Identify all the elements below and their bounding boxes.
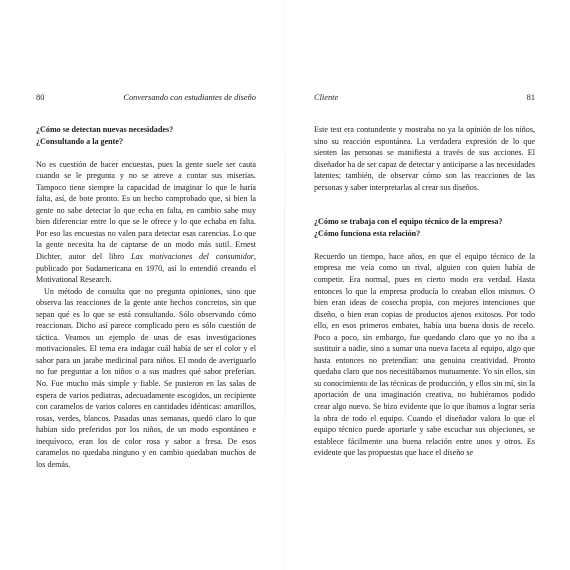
section-heading xyxy=(314,216,535,239)
left-page-header xyxy=(36,92,256,104)
right-page-header xyxy=(314,92,535,104)
section-heading-line: ¿Consultando a la gente? xyxy=(36,136,124,146)
paragraph-text: , publicado por Sudamericana en 1970, así lo entendió creando el Motivational Research. xyxy=(36,252,256,285)
running-title: Cliente xyxy=(314,93,339,102)
paragraph: Recuerdo un tiempo, hace años, en que el equipo técnico de la empresa me veía como un rival, alguien con quien había de competir. Era normal, pues en cierto modo era verdad. Hasta entonces lo que la empresa producía lo creaban ellos mismos. O bien eran ideas de cosecha propia, con mejores intenciones que diseño, o bien eran copias de productos ajenos exitosos. Por todo ello, en esos primeros embates, había una buena dosis de recelo. Poco a poco, sin embargo, fue quedando claro que yo no iba a sustituir a nadie, sino a sumar una nueva faceta al equipo, algo que hasta entonces no pretendían: una genuina creatividad. Pronto quedaba claro que nos necesitábamos mutuamente. Yo sin ellos, sin su conocimiento de las técnicas de producción, y ellos sin mí, sin la aportación de una imaginación creativa, no hubiéramos podido crear algo nuevo. Se hizo evidente que lo que íbamos a lograr sería la obra de todo el equipo. Cuando el diseñador valora lo que el equipo técnico puede aportarle y sabe escuchar sus objeciones, se establece fácilmente una buena relación entre unos y otros. Es evidente que las propuestas que hace el diseño se xyxy=(314,251,535,458)
paragraph-text: No es cuestión de hacer encuestas, pues la gente suele ser cauta cuando se le pregunta y no se atreve a contar sus miserias. Tampoco tiene siempre la capacidad de imaginar lo que le haría falta, así, de bote pronto. Es un hecho comprobado que, si bien la gente no sabe detectar lo que echa en falta, en cambio sabe muy bien diferenciar entre lo que se le ofrece y lo que echaba en falta. Por eso las encuestas no valen para detectar esas carencias. Lo que la gente necesita ha de captarse de un modo más sutil. Ernest Dichter, autor del libro xyxy=(36,159,256,262)
paragraph: Este test era contundente y mostraba no ya la opinión de los niños, sino su reacción espontánea. La verdadera expresión de lo que sienten las personas se manifiesta a través de sus acciones. El diseñador ha de ser capaz de detectar y anticiparse a las necesidades latentes; también, de observar cómo son las reacciones de las personas y saber interpretarlas al crear sus diseños. xyxy=(314,125,535,192)
book-title: Las motivaciones del consumidor xyxy=(131,252,254,262)
running-title: Conversando con estudiantes de diseño xyxy=(123,93,256,102)
section-heading-line: ¿Cómo funciona esta relación? xyxy=(314,228,421,238)
left-page-body xyxy=(36,124,256,470)
section-heading-line: ¿Cómo se detectan nuevas necesidades? xyxy=(36,125,174,134)
paragraph: Un método de consulta que no pregunta opiniones, sino que observa las reacciones de la gente ante hechos concretos, sin que sepan qué es lo que se está consultando. Sólo observando cómo reaccionan. Dicho así parece complicado pero es sólo cuestión de táctica. Veamos un ejemplo de unas de esas investigaciones motivacionales. El tema era indagar cuál había de ser el color y el sabor para un jarabe medicinal para niños. El modo de averiguarlo no fue preguntar a los niños o a sus madres qué sabor preferían. No. Fue mucho más simple y fiable. Se pusieron en las salas de espera de varios pediatras, adecuadamente escogidos, un recipiente con caramelos de varios colores en cantidades idénticas: amarillos, rosas, verdes, blancos. Pasadas unas semanas, quedó claro lo que habían sido preferidos por los niños, de un modo espontáneo e inequívoco, eran los de color rosa y sabor a fresa. De esos caramelos no quedaba ninguno y en cambio quedaban muchos de los demás. xyxy=(36,286,256,469)
paragraph xyxy=(36,159,256,286)
section-heading xyxy=(36,124,256,147)
right-page-body xyxy=(314,124,535,459)
right-page xyxy=(285,0,570,570)
page-number: 81 xyxy=(526,93,535,102)
section-heading-line: ¿Cómo se trabaja con el equipo técnico de la empresa? xyxy=(314,217,503,227)
page-number: 80 xyxy=(36,93,45,102)
